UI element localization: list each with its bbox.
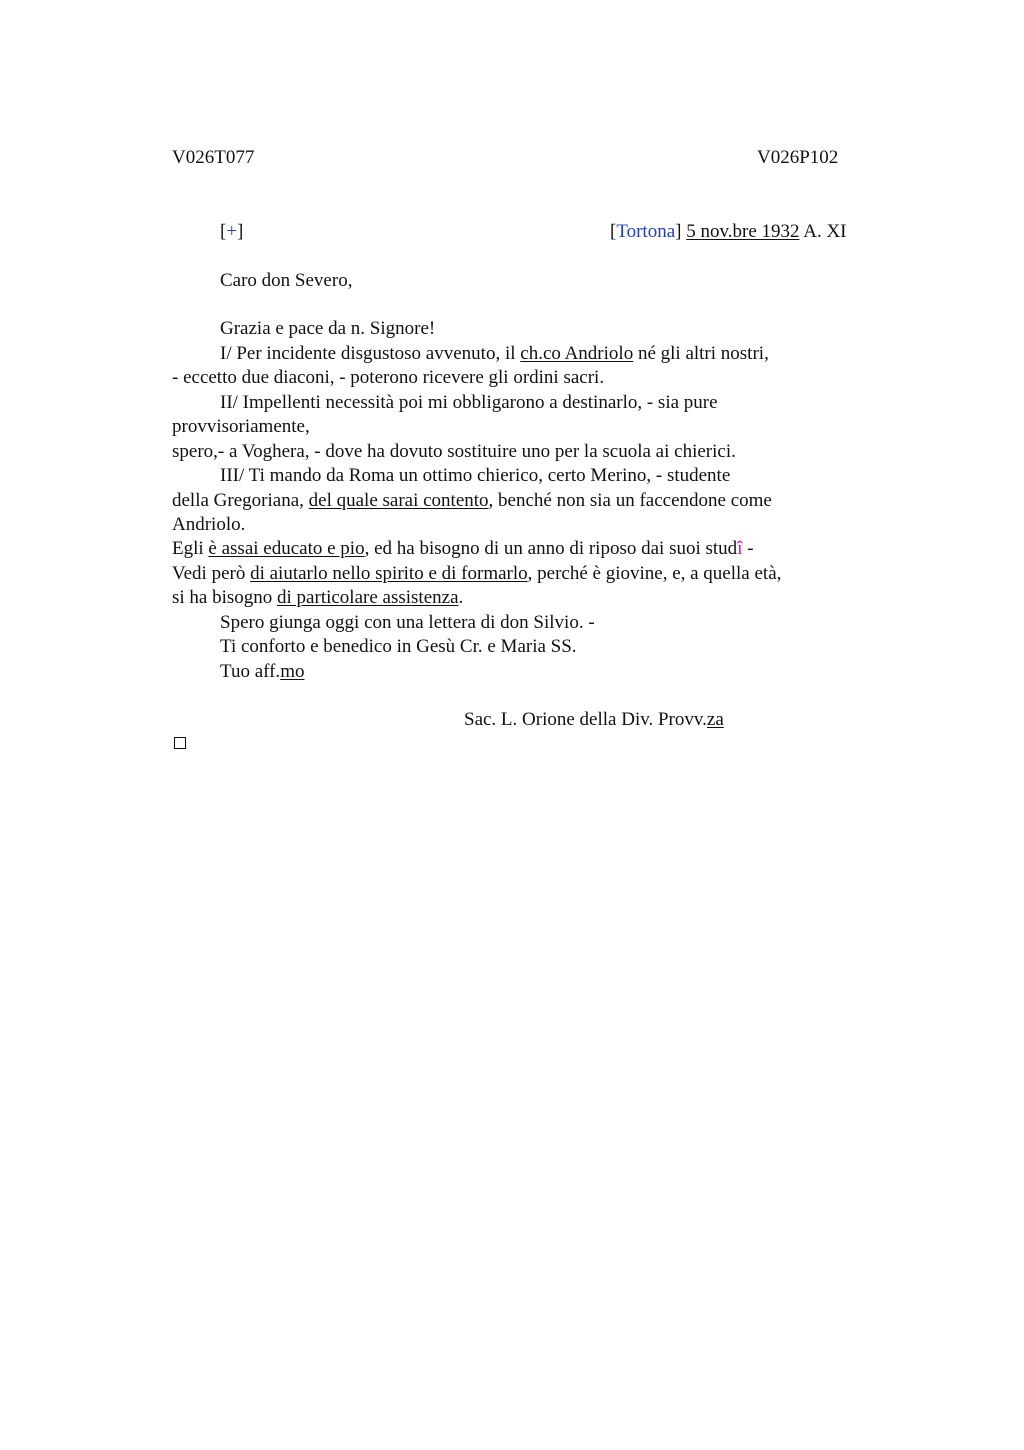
- letter-date: 5 nov.bre 1932: [686, 221, 800, 242]
- letter-dateline: [Tortona] 5 nov.bre 1932 A. XI: [610, 221, 847, 242]
- cross-symbol: +: [226, 221, 238, 242]
- body-line-13: Spero giunga oggi con una lettera di don Silvio. -: [220, 612, 595, 633]
- end-marker-box-icon: [174, 737, 186, 749]
- body-line-9: Andriolo.: [172, 514, 246, 535]
- cross-mark: [+]: [220, 221, 244, 242]
- body-line-7: III/ Ti mando da Roma un ottimo chierico, certo Merino, - studente: [220, 465, 731, 486]
- body-line-3: - eccetto due diaconi, - poterono ricevere gli ordini sacri.: [172, 367, 605, 388]
- salutation: Caro don Severo,: [220, 270, 353, 291]
- body-line-1: Grazia e pace da n. Signore!: [220, 318, 436, 339]
- body-line-10: Egli è assai educato e pio, ed ha bisogno di un anno di riposo dai suoi studî -: [172, 538, 754, 559]
- body-line-2: I/ Per incidente disgustoso avvenuto, il ch.co Andriolo né gli altri nostri,: [220, 343, 769, 364]
- era-label: A. XI: [799, 221, 847, 242]
- body-line-12: si ha bisogno di particolare assistenza.: [172, 587, 464, 608]
- closing-line: Tuo aff.mo: [220, 661, 305, 682]
- document-code-left: V026T077: [172, 147, 255, 168]
- body-line-4: II/ Impellenti necessità poi mi obbligarono a destinarlo, - sia pure: [220, 392, 718, 413]
- body-line-14: Ti conforto e benedico in Gesù Cr. e Maria SS.: [220, 636, 577, 657]
- body-line-11: Vedi però di aiutarlo nello spirito e di formarlo, perché è giovine, e, a quella età,: [172, 563, 782, 584]
- place-name: Tortona: [616, 221, 676, 242]
- body-line-5: provvisoriamente,: [172, 416, 310, 437]
- signature: Sac. L. Orione della Div. Provv.za: [464, 709, 724, 730]
- body-line-8: della Gregoriana, del quale sarai contento, benché non sia un faccendone come: [172, 490, 772, 511]
- document-code-right: V026P102: [757, 147, 839, 168]
- body-line-6: spero,- a Voghera, - dove ha dovuto sostituire uno per la scuola ai chierici.: [172, 441, 736, 462]
